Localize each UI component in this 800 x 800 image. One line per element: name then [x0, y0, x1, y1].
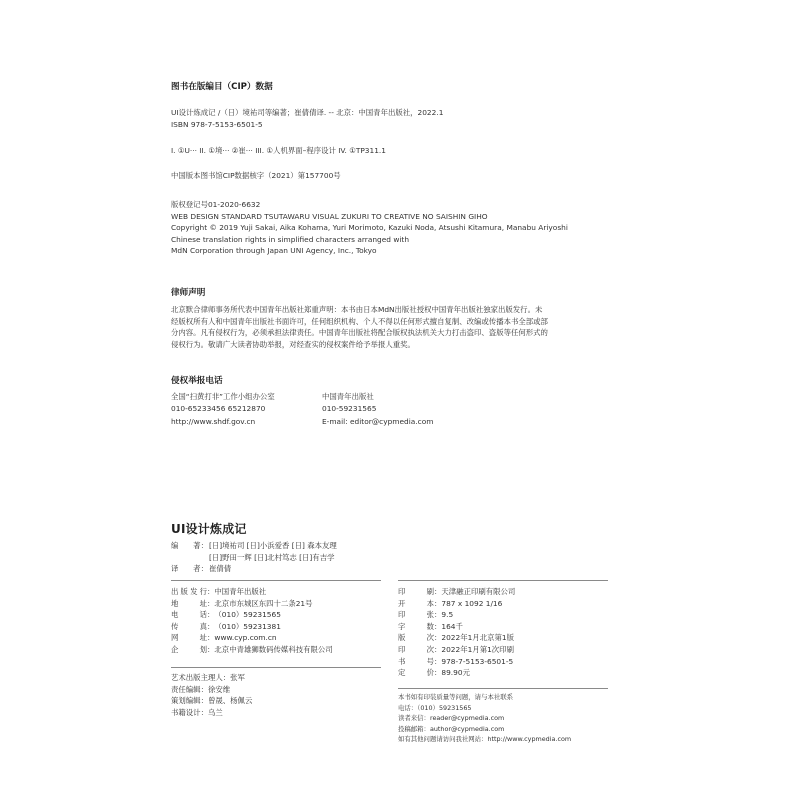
book-credits [171, 540, 337, 575]
printing-value: 978-7-5153-6501-5 [441, 656, 514, 666]
staff-key: 责任编辑 [171, 684, 201, 694]
staff-value: 徐安维 [207, 684, 231, 694]
publisher-key: 企 划 [171, 644, 207, 654]
printing-value: 2022年1月北京第1版 [441, 633, 514, 643]
staff-row: 责任编辑 ： 徐安维 [171, 684, 231, 694]
report-left-line: 010-65233456 65212870 [171, 404, 266, 414]
cip-heading: 图书在版编目（CIP）数据 [171, 82, 273, 92]
legal-line: 北京默合律师事务所代表中国青年出版社郑重声明：本书由日本MdN出版社授权中国青年出版社独家出版发行。未 [171, 305, 543, 314]
contact-line: 电话：（010）59231565 [398, 703, 472, 712]
cip-block [171, 107, 443, 130]
publisher-value: （010）59231381 [214, 621, 281, 631]
staff-key: 策划编辑 [171, 696, 201, 706]
left-rule-top [171, 580, 381, 581]
printing-row: 字 数 ： 164千 [398, 621, 463, 631]
publisher-key: 地 址 [171, 598, 207, 608]
rights-line: WEB DESIGN STANDARD TSUTAWARU VISUAL ZUKURI TO CREATIVE NO SAISHIN GIHO [171, 211, 488, 221]
legal-line: 经版权所有人和中国青年出版社书面许可，任何组织机构、个人不得以任何形式擅自复制、改编或传播本书全部或部 [171, 316, 548, 326]
legal-heading: 律师声明 [171, 288, 206, 298]
publisher-row: 企 划 ： 北京中青雄狮数码传媒科技有限公司 [171, 644, 333, 654]
cip-classification: I. ①U··· II. ①境··· ②崔··· III. ①人机界面–程序设计 IV. ①TP311.1 [171, 146, 386, 155]
publisher-row: 地 址 ： 北京市东城区东四十二条21号 [171, 598, 313, 608]
printing-row: 版 次 ： 2022年1月北京第1版 [398, 633, 514, 643]
printing-key: 定 价 [398, 668, 434, 678]
report-left-line: 全国“扫黄打非”工作小组办公室 [171, 392, 275, 401]
rights-line: MdN Corporation through Japan UNI Agency, Inc., Tokyo [171, 246, 377, 256]
staff-block [171, 672, 252, 718]
printing-key: 印 刷 [398, 587, 434, 596]
contact-line: 投稿邮箱：author@cypmedia.com [398, 724, 505, 733]
printing-row: 定 价 ： 89.90元 [398, 668, 470, 678]
report-right-line: 010-59231565 [322, 404, 377, 414]
rights-line: Copyright © 2019 Yuji Sakai, Aika Kohama, Yuri Morimoto, Kazuki Noda, Atsushi Kitamura, Manabu Ariyoshi [171, 223, 568, 233]
printing-value: 2022年1月第1次印刷 [441, 644, 514, 654]
publisher-key: 出版发行 [171, 587, 207, 596]
rights-block [171, 199, 568, 257]
publisher-row: 传 真 ： （010）59231381 [171, 621, 281, 631]
legal-line: 分内容。凡有侵权行为，必须承担法律责任。中国青年出版社将配合版权执法机关大力打击盗印、盗版等任何形式的 [171, 328, 548, 338]
contact-line: 读者来信：reader@cypmedia.com [398, 714, 505, 723]
staff-row: 艺术出版主理人 ： 张军 [171, 673, 245, 682]
publisher-key: 网 址 [171, 633, 207, 643]
rights-line: 版权登记号01-2020-6632 [171, 200, 261, 209]
report-right-line: E-mail: editor@cypmedia.com [322, 416, 434, 426]
authors-row-2 [171, 552, 337, 564]
translator-row [171, 563, 337, 575]
staff-value: 曾晟、杨佩云 [207, 696, 253, 706]
publisher-key: 电 话 [171, 610, 207, 620]
contact-line: 本书如有印装质量等问题，请与本社联系 [398, 693, 514, 701]
staff-key: 艺术出版主理人 [171, 673, 223, 682]
printing-key: 字 数 [398, 621, 434, 631]
publisher-value: 北京中青雄狮数码传媒科技有限公司 [214, 644, 333, 654]
printing-key: 印 次 [398, 644, 434, 654]
publisher-value: （010）59231565 [214, 610, 281, 620]
publisher-key: 传 真 [171, 621, 207, 631]
legal-block [171, 304, 548, 350]
contact-block [398, 692, 571, 745]
printing-row: 开 本 ： 787 x 1092 1/16 [398, 598, 503, 608]
report-heading: 侵权举报电话 [171, 376, 223, 386]
publisher-value: www.cyp.com.cn [214, 633, 277, 643]
report-left-line: http://www.shdf.gov.cn [171, 416, 256, 426]
right-rule-middle [398, 688, 608, 689]
contact-line: 如有其他问题请访问我社网站：http://www.cypmedia.com [398, 735, 572, 744]
translator-label: 译 者： [171, 564, 208, 574]
cip-line: ISBN 978-7-5153-6501-5 [171, 119, 263, 129]
right-rule-top [398, 580, 608, 581]
printing-row: 印 次 ： 2022年1月第1次印刷 [398, 644, 514, 654]
authors-row [171, 540, 337, 552]
publisher-row: 网 址 ： www.cyp.com.cn [171, 633, 277, 643]
cip-line: UI设计炼成记 /（日）境祐司等编著；崔倩倩译. -- 北京：中国青年出版社，2022.1 [171, 108, 444, 117]
staff-value: 乌兰 [207, 707, 223, 717]
publisher-row: 出版发行 ： 中国青年出版社 [171, 587, 267, 596]
printing-key: 印 张 [398, 610, 434, 620]
authors-label: 编 著： [171, 541, 208, 550]
printing-key: 版 次 [398, 633, 434, 643]
authors-line: [日]境祐司 [日]小浜爱香 [日] 森本友理 [209, 541, 337, 550]
staff-key: 书籍设计 [171, 707, 201, 717]
publisher-row: 电 话 ： （010）59231565 [171, 610, 281, 620]
publisher-value: 中国青年出版社 [214, 587, 267, 596]
printing-key: 书 号 [398, 656, 434, 666]
rights-line: Chinese translation rights in simplified characters arranged with [171, 234, 409, 244]
printing-row: 印 张 ： 9.5 [398, 610, 454, 620]
staff-row: 书籍设计 ： 乌兰 [171, 707, 223, 717]
publisher-block [171, 586, 333, 656]
translator-name: 崔倩倩 [209, 564, 232, 574]
report-right-line: 中国青年出版社 [322, 392, 374, 401]
report-left [171, 391, 275, 428]
authors-line: [日]野田一辉 [日]北村笃志 [日]有吉学 [209, 552, 335, 562]
printing-value: 787 x 1092 1/16 [441, 598, 503, 608]
book-title: UI设计炼成记 [171, 522, 247, 536]
left-rule-middle [171, 667, 381, 668]
printing-row: 书 号 ： 978-7-5153-6501-5 [398, 656, 514, 666]
publisher-value: 北京市东城区东四十二条21号 [214, 598, 313, 608]
printing-value: 164千 [441, 621, 463, 631]
staff-row: 策划编辑 ： 曾晟、杨佩云 [171, 696, 253, 706]
legal-line: 侵权行为。敬请广大读者协助举报，对经查实的侵权案件给予举报人重奖。 [171, 339, 415, 349]
printing-value: 9.5 [441, 610, 454, 620]
report-right [322, 391, 433, 428]
printing-row: 印 刷 ： 天津融正印刷有限公司 [398, 587, 516, 596]
cip-number: 中国版本图书馆CIP数据核字（2021）第157700号 [171, 171, 341, 180]
printing-value: 89.90元 [441, 668, 470, 678]
printing-value: 天津融正印刷有限公司 [441, 587, 516, 596]
printing-key: 开 本 [398, 598, 434, 608]
printing-block [398, 586, 515, 679]
staff-value: 张军 [230, 673, 245, 682]
